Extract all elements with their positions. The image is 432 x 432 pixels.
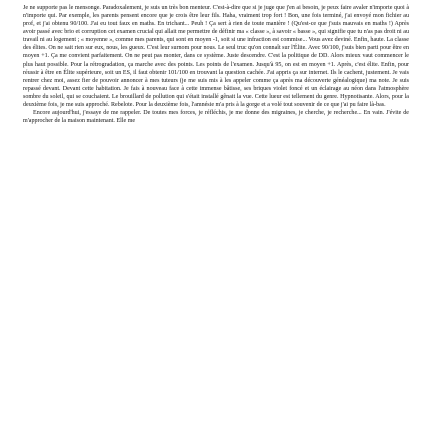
article-body	[23, 4, 409, 125]
article-paragraph: Je ne supporte pas le mensonge. Paradoxalement, je suis un très bon menteur. C'est-à-dire que si je juge que j'en ai besoin, je peux faire avaler n'importe quoi à n'importe qui. Par exemple, les parents pensent encore que je crois être leur fils. Haha, vraiment trop fort ! Bon, une fois terminé, j'ai envoyé mon fichier au prof, et j'ai obtenu 90/100. J'ai eu tout faux en maths. En trichant... Peuh ! Ça sert à rien de toute manière ! (Qu'est-ce que j'suis mauvais en maths !) Après avoir passé avec brio et corruption cet examen crucial qui allait me permettre de définir ma « classe », à savoir « basse », qui signifie que tu n'as pas droit ni au travail ni au logement ; « moyenne », comme mes parents, qui sont en moyen -1, soit si une infraction est commise... Vous avez deviné. Enfin, haute. La classe des élites. On ne sait rien sur eux, nous, les gueux. C'est leur surnom pour nous. Le seul truc qu'on connaît sur l'Élite. Avec 90/100, j'suis bien parti pour être en moyen +1. Ça me convient parfaitement. On ne peut pas monter, dans ce système. Juste descendre. C'est la politique de DD. Alors mieux vaut commencer le plus haut possible. Pour la rétrogradation, ça marche avec des points. Les points de l'examen. Jusqu'à 95, on est en moyen +1. Après, c'est élite. Enfin, pour réussir à être en Élite supérieure, soit un ES, il faut obtenir 101/100 en trouvant la question cachée. J'ai appris ça sur internet. Ils le cachent, justement. Je vais rentrer chez moi, assez fier de pouvoir annoncer à mes tuteurs (je me suis mis à les appeler comme ça après ma découverte généalogique) ma note. Je suis repassé devant. Devant cette habitation. Je fais à nouveau face à cette immense bâtisse, ses briques violet foncé et un éclairage au néon dans l'atmosphère sombre du soleil, qui se couchaient. Le brouillard de pollution qui s'était installé gênait la vue. Cette lueur est tellement du genre. Hypnotisante. Alors, pour la deuxième fois, je me suis approché. Rebelote. Pour la deuxième fois, l'amnésie m'a pris à la gorge et a volé tout souvenir de ce que j'ai pu faire là-bas.	[23, 5, 409, 108]
article-paragraph: Encore aujourd'hui, j'essaye de me rappeler. De toutes mes forces, je réfléchis, je me donne des migraines, je cherche, je recherche... En vain. J'évite de m'approcher de la maison maintenant. Elle me	[23, 110, 409, 125]
